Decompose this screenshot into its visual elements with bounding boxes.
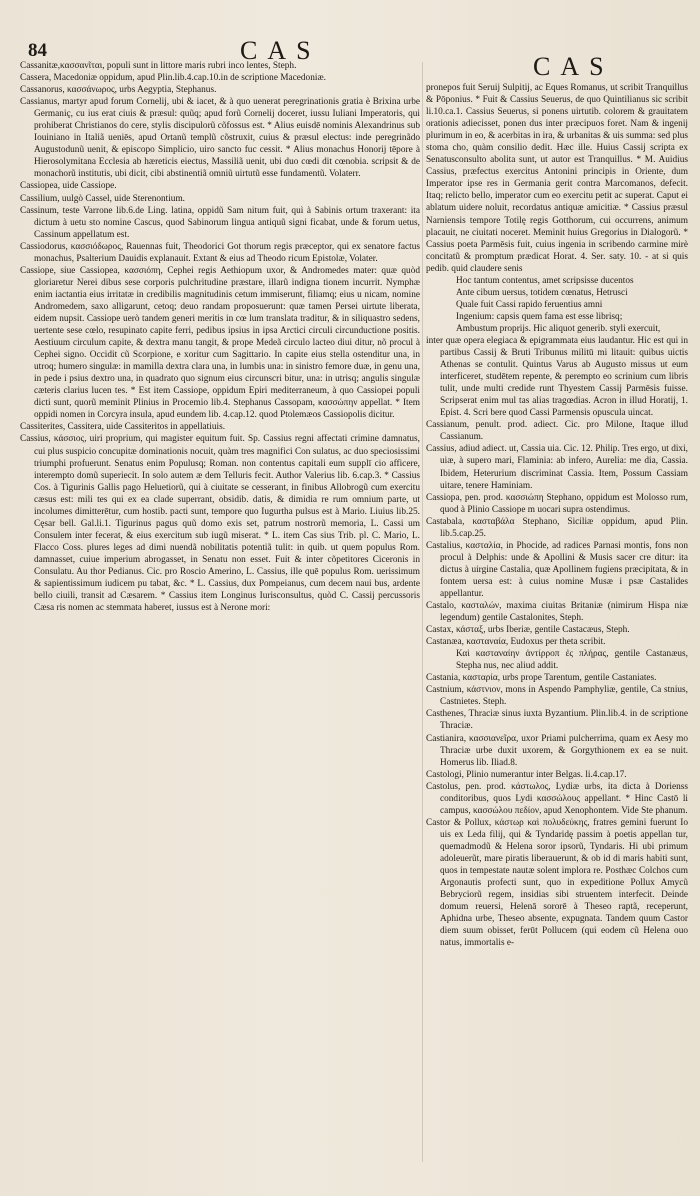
dictionary-entry: Casthenes, Thraciæ sinus iuxta Byzantium. Plin.lib.4. in de scriptione Thraciæ. [426,709,688,732]
verse-line: Ambustum proprijs. Hic aliquot generib. styli exercuit, [456,323,661,334]
dictionary-entry: Cassiope, siue Cassiopea, κασσιόπη, Cephei regis Aethiopum uxor, & Andromedes mater: quæ quòd gloriaretur Nerei dibus sese corporis pulchritudine præstare, illarũ indigna tionem incurrit. Nymphæ enim iactantia eius irritatæ in credibilis magnitudinis cetum immiserunt, filiamq; eius u nicam, nomine Andromedem, saxo alligarunt, cetoq; deuo randam proposuerunt: quæ tamen Persei uirtute liberata, eidem nupsit. Cassiope uerò tandem generi meritis in cœ lum translata traditur, & in siliquastro sedens, uertente sese cœlo, resupinato capite ferri, pedibus ipsius in ipsa Arctici circuli circunductione positis. Aestiuum circulum capite, & dextra manu tangit, & prope Medeã circulo lacteo diui ditur, nõ procul à Cephei signo. Occidit cũ Scorpione, e xoritur cum Sagittario. In capite eius stella ostenditur una, in utroq; humero singulæ: in mamilla dextra clara una, in lumbis una: in sinistro femore duæ, in genu una, in pede i psius dextro una, in quadrato quo signum eius circunscri bitur, una: in utrisq; angulis singulæ cæteris clarius lucen tes. * Est item Cassiope, oppidum Epiri mediterraneum, à quo Cassiopei populi dicti sunt, quorũ meminit Plinius in Procemio lib.4. Stephanus Cassopam, κασσώπην appellat. * Item oppidi nomen in Corcyra insula, apud eundem lib. 4.cap.12. quod Ptolemæos Cassiopolis dicitur. [20,265,420,421]
verse-line: Quale fuit Cassi rapido feruentius amni [456,299,603,310]
dictionary-entry: Castabala, κασταβάλα Stephano, Siciliæ oppidum, apud Plin. lib.5.cap.25. [426,516,688,539]
dictionary-entry: Cassinum, teste Varrone lib.6.de Ling. latina, oppidũ Sam nitum fuit, quì à Sabinis ortum traxerant: ita dictum à uetu sto nomine Cascus, quod Sabinorum lingua antiquũ signi ficabat, unde & forum uetus, Cassinum appellatum est. [20,205,420,240]
dictionary-entry: Castologi, Plinio numerantur inter Belgas. li.4.cap.17. [426,769,627,780]
dictionary-entry: Cassiterites, Cassitera, uide Cassiteritos in appellatiuis. [20,422,226,433]
dictionary-entry: Castanæa, κασταναία, Eudoxus per theta scribit. [426,637,606,648]
dictionary-entry: Castolus, pen. prod. κάστωλος, Lydiæ urbs, ita dicta à Dorienss conditoribus, quos Lydi κασσώλους appellant. * Hinc Castō li campus, κασσώλου πεδίον, apud Xenophontem. Vide Ste phanum. [426,781,688,816]
dictionary-entry: Castax, κάσταξ, urbs Iberiæ, gentile Castacæus, Steph. [426,625,630,636]
dictionary-entry: Castalo, κασταλών, maxima ciuitas Britaniæ (nimirum Hispa niæ legendum) gentile Castalonites, Steph. [426,601,688,624]
dictionary-entry: Cassilium, uulgò Cassel, uide Sterenontium. [20,193,186,204]
running-head-left: CAS [240,36,321,65]
page-number: 84 [28,40,47,61]
dictionary-entry: Cassanorus, κασσάνωρος, urbs Aegyptia, Stephanus. [20,85,217,96]
column-divider [422,62,423,1162]
dictionary-entry: Castor & Pollux, κάστωρ καὶ πολυδεύκης, fratres gemini fuerunt Io uis ex Leda filij, qui & Tyndaridę passim à poetis appellan tur, quemadmodũ & Helena soror ipsorũ, Tyndaris. Hi ubi primum adoleuerũt, mare piratis liberauerunt, & ob id di maris habiti sunt, quos in tempestate nautæ solent implora re. Posthæc Colchos cum Argonautis profecti sunt, quo in expeditione Pollux Amycũ Bebryciorũ regem, insidias sibi struentem interfecit. Deinde domum reuersi, Helenā sororē à Theseo raptã, receperunt, Aphidna urbe, Theseo absente, expugnata. Tandem quum Castor diem suum obisset, ferūt Pollucem (qui eodem cũ Helena ouo natus, immortalis e- [426,817,688,949]
dictionary-entry: Castalius, κασταλία, in Phocide, ad radices Parnasi montis, fons non procul à Delphis: unde & Apollini & Musis sacer cre ditur: ita dictus à uirgine Castalia, quæ Apollinem fugiens præcipitata, & in fontem uersa est: à cuius nomine Musæ i psæ Castalides appellantur. [426,540,688,599]
verse-line: Ingenium: capsis quem fama est esse librisq; [456,311,623,322]
dictionary-entry: Castania, κασταρία, urbs prope Tarentum, gentile Castaniates. [426,673,657,684]
dictionary-entry: Cassera, Macedoniæ oppidum, apud Plin.lib.4.cap.10.in de scriptione Macedoniæ. [20,73,326,84]
dictionary-entry: Cassiopea, uide Cassiope. [20,181,117,192]
dictionary-entry: Cassianus, martyr apud forum Cornelij, ubi & iacet, & à quo uenerat peregrinationis gratia è Brixina urbe Germaniç, cu ius erat ciuis & præsul: quũq; apud forũ Cornelij doceret, iussu Iuliani Imperatoris, qui prohiberat Christianos do cere, stylis discipulorũ cõfossus est. * Alius euisdē nominis Alexandrinus sub Iouiniano in Italiã ueniēs, apud Ortanũ templũ cõstruxit, cuius & præsul electus: inde peregrinãdo Augustodunũ uenit, & episcopo Simplicio, uiro sancto fuc cessit. * Alius monachus Honorij tēpore à Hierosolymitana Ecclesia ab hæreticis eiectus, Massiliã uenit, ubi duo cœdi dit cœnobia. scripsit & de monachorũ institutis, ubi dicit, cibi abstinentiã omniũ uirtutũ esse fundamentũ. Volaterr. [20,97,420,180]
verse-line: Hoc tantum contentus, amet scripsisse ducentos [456,275,634,286]
verse-line: Καὶ κασταναίην ἀντίρροπ ἐς πλήρας, gentile Castanæus, Stepha nus, nec aliud addit. [456,649,688,672]
dictionary-entry: Castnium, κάστνιον, mons in Aspendo Pamphyliæ, gentile, Ca stnius, Castnietes. Steph. [426,685,688,708]
dictionary-entry: Cassiodorus, κασσιόδωρος, Rauennas fuit, Theodorici Got thorum regis præceptor, qui ex senatore factus monachus, Psalterium Dauidis explanauit. Extant & eius ad Theodo ricum Epistolæ, Volater. [20,241,420,264]
left-column [20,60,420,1168]
dictionary-entry: Cassiopa, pen. prod. κασσιώπη Stephano, oppidum est Molosso rum, quod à Plinio Cassiope m uocari supra ostendimus. [426,492,688,515]
dictionary-entry: Cassius, adiud adiect. ut, Cassia uia. Cic. 12. Philip. Tres ergo, ut dixi, uiæ, à supero mari, Flaminia: ab infero, Aurelia: me dia, Cassia. Ibidem, Heterurium discriminat Cassia. Item, Possum Cassiam uitare, tenere Haminiam. [426,444,688,491]
dictionary-entry: inter quæ opera elegiaca & epigrammata eius laudantur. Hic est qui in partibus Cassij & Bruti Tribunus militū mi litauit: quibus uictis Athenas se contulit. Quintus Varus ab Augusto missus ut eum interficeret, studētem repente, & perempto eo scrinium cum libris tulit, unde multi credide runt Thyestem Cassij Parmēsis fuisse. Scripserat enim mul tas alias tragœdias. Acron in illud Horatij, 1. Epist. 4. Scri bere quod Cassi Parmensis opuscula uincat. [426,335,688,419]
dictionary-entry: Castianira, κασσιανεῖρα, uxor Priami pulcherrima, quam ex Aesy mo Thraciæ urbe duxit uxorem, & Gorgythionem ex ea se nuit. Homerus lib. Iliad.8. [426,733,688,768]
verse-line: Ante cibum uersus, totidem cœnatus, Hetrusci [456,287,628,298]
dictionary-entry: Cassianum, penult. prod. adiect. Cic. pro Milone, Itaque illud Cassianum. [426,420,688,443]
running-head-right: CAS [533,52,614,81]
dictionary-entry: Cassius, κάσσιος, uiri proprium, qui magister equitum fuit. Sp. Cassius regni affectati crimine damnatus, cui plus suspicio concupitæ dominationis nocuit, quàm tres magnifici Con sulatus, ac duo speciosissimi triumphi profuerunt. Senatus enim Populusq; Roman. non contentus capitali eum supplī cio afficere, interempto domũ superiecit. In solo autem æ dem Telluris fecit. Author Valerius lib. 6.cap.3. * Cassius Cos. à Tigurinis Gallis pago Heluetiorũ, qui à ciuitate se cesserant, in finibus Allobrogũ cum exercitu cæsus est: mili tes qui ex ea clade superrant, obsidib. datis, & dimidia re rum omnium parte, ut incolumes dimitterētur, cum hostib. pacti sunt, tempore quo Iugurtha pulsus est à Mario. Liuius lib.25. Cęsar bell. Gal.li.1. Tigurinus pagus quũ domo exis set, patrum nostrorũ memoria, L. Cassi um Consulem inter fecerat, & eius exercitum sub iugũ miserat. * L. item Cas sius Trib. pl. C. Mario, L. Flacco Coss. plures leges ad dimi nuendã nobilitatis potentiã tulit: in quib. ut quem populus Rom. damnasset, cuiue imperium abrogasset, in Senatu non esset. Fuit & inter cõpetitores Ciceronis in Consulatu. Au thor Pedianus. Cic. pro Roscio Amerino, L. Cassius, ille quē populus Rom. uerissimum & sapientissimum iudicem pu tabat, &c. * L. Cassius, dux Pompeianus, cum decem naui bus, ardente bello ciuili, transit ad Cæsarem. * Cassius item Longinus Iurisconsultus, quòd C. Cassij percussoris Cæsa ris nomen ac stemmata haberet, iussus est à Nerone mori: [20,434,420,614]
right-column [426,82,688,1168]
dictionary-entry: pronepos fuit Seruij Sulpitij, ac Eques Romanus, ut scribit Tranquillus & Pōponius. * Fuit & Cassius Seuerus, de quo Quintilianus sic scribit li.10.ca.1. Cassius Seuerus, si ponens uirtutib. colorem & grauitatem orationis adiecisset, ponen dus inter præcipuos foret. Nam & ingenij plurimum in eo, & acerbitas in ira, & urbanitas & uis summa: sed plus stoma cho, quàm consilio dedit. Hæc ille. Huius Cassij scripta ex Senatusconsulto abolita sunt, ut autor est Tranquillus. * M. Auidius Cassius, præfectus exercitus Antonini principis in Oriente, dum Imperator ipse res in Germania gerit contra Marcomanos, defecit. Itaq; relicto bello, imperator cum eo exercitu petit ac superat. Caput ei ablatum uidere noluit, recordatus antiquæ amicitiæ. * Cassius præsul Narniensis tempore Totilę regis Gotthorum, cui occurrens, animum placauit, ne ciuitati noceret. Meminit huius Gregorius in Dialogorũ. * Cassius poeta Parmēsis fuit, cuius ingenia in scribendo carmine mirè concitatũ & promptum prædicat Horat. 4. Ser. saty. 10. - at si quis pedib. quid claudere senis [426,83,688,274]
dictionary-entry: Cassanitæ,κασσανῖται, populi sunt in littore maris rubri inco lentes, Steph. [20,61,297,71]
